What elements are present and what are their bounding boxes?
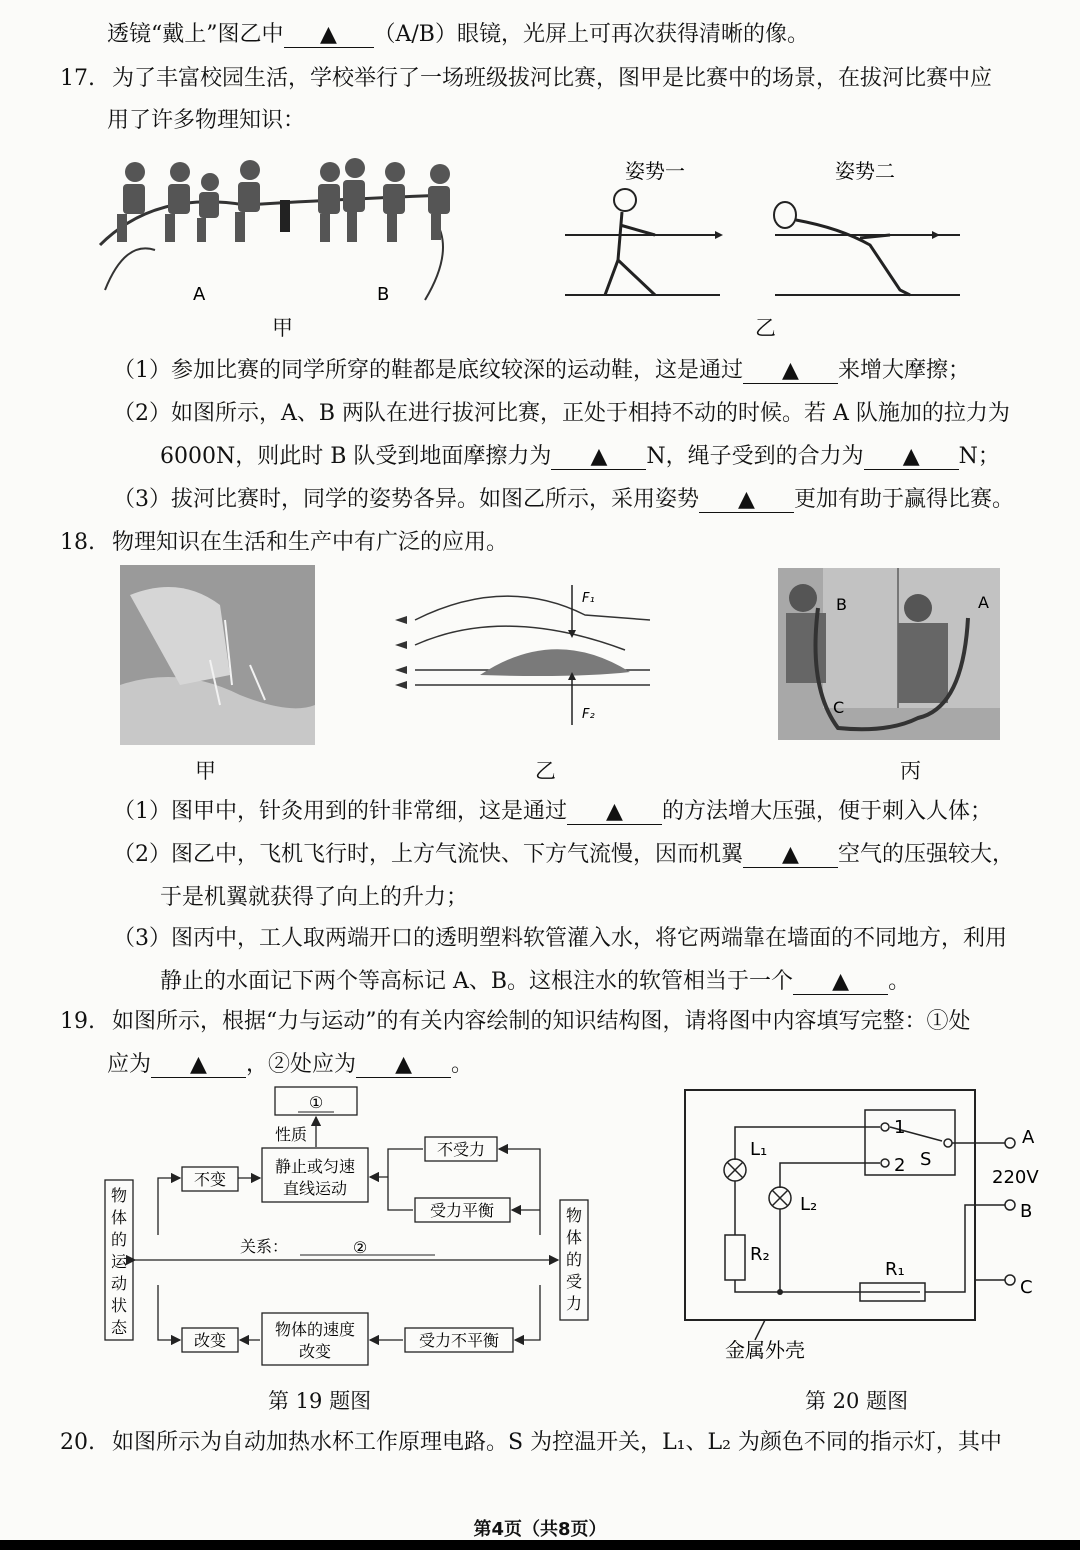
hose-c-label: C: [833, 698, 845, 717]
q17-stem2: 用了许多物理知识：: [107, 108, 306, 133]
q17-part2b: [160, 442, 1000, 472]
q17-part2a: （2）如图所示，A、B 两队在进行拔河比赛，正处于相持不动的时候。若 A 队施加的拉力为: [113, 401, 1010, 426]
q18-p1-blank[interactable]: ▲: [567, 800, 662, 825]
pose1-label: 姿势一: [625, 159, 685, 183]
wing-airflow-figure: [385, 580, 685, 730]
vertical-char: 态: [110, 1318, 128, 1337]
q18-part1: [113, 797, 992, 827]
label-relation: 关系：: [240, 1237, 289, 1256]
switch-box: [865, 1110, 955, 1175]
box-static-line2: 直线运动: [282, 1179, 348, 1198]
caption-yi-18: 乙: [535, 759, 556, 783]
switch-pos2: 2: [894, 1155, 906, 1176]
vertical-char: 体: [565, 1228, 583, 1247]
box-changed-text: 改变: [193, 1331, 227, 1350]
q17-part3: [113, 485, 1014, 515]
pose2-label: 姿势二: [835, 159, 895, 183]
vertical-char: 运: [110, 1252, 128, 1271]
team-b-label: B: [377, 284, 390, 305]
q17-p1-text: （1）参加比赛的同学所穿的鞋都是底纹较深的运动鞋，这是通过: [113, 358, 743, 383]
q17-part1: [113, 356, 970, 386]
q18-p2-blank[interactable]: ▲: [743, 843, 838, 868]
q20-stem-text: 如图所示为自动加热水杯工作原理电路。S 为控温开关，L₁、L₂ 为颜色不同的指示灯，其中: [112, 1430, 1002, 1455]
q17-number: 17.: [60, 66, 95, 91]
q20-stem: [60, 1428, 1002, 1458]
force-f1-label: F₁: [582, 591, 595, 606]
force-motion-diagram: [100, 1085, 600, 1375]
caption-q19: 第 19 题图: [268, 1389, 372, 1413]
lamp-l2-label: L₂: [800, 1194, 818, 1215]
vertical-char: 体: [110, 1208, 128, 1227]
pose-figure: [560, 150, 980, 310]
q18-part3b: [160, 967, 910, 997]
q17-p3-blank[interactable]: ▲: [699, 488, 794, 513]
q17-p2-blank2[interactable]: ▲: [864, 445, 959, 470]
q18-p1-text: （1）图甲中，针灸用到的针非常细，这是通过: [113, 799, 567, 824]
force-f2-label: F₂: [582, 707, 595, 722]
vertical-char: 的: [565, 1250, 583, 1269]
box-balanced-text: 受力平衡: [429, 1201, 495, 1220]
q17-stem1: [60, 64, 992, 94]
q19-stem-text: 如图所示，根据“力与运动”的有关内容绘制的知识结构图，请将图中内容填写完整：①处: [112, 1009, 971, 1034]
caption-jia-17: 甲: [272, 316, 293, 340]
terminal-c-label: C: [1020, 1277, 1033, 1298]
metal-shell-label: 金属外壳: [725, 1338, 805, 1362]
mark-b-label: B: [836, 595, 847, 614]
q18-part2: [113, 840, 1014, 870]
terminal-a-label: A: [1022, 1127, 1035, 1148]
caption-yi-17: 乙: [755, 316, 776, 340]
q16-text-post: （A/B）眼镜，光屏上可再次获得清晰的像。: [373, 22, 809, 47]
q19-stem2-pre: 应为: [107, 1052, 152, 1077]
resistor-r2: [725, 1235, 745, 1280]
q17-p2-blank1[interactable]: ▲: [551, 445, 646, 470]
page-footer: 第4页（共8页）: [473, 1519, 607, 1540]
q16-text: 透镜“戴上”图乙中: [107, 22, 284, 47]
vertical-char: 力: [565, 1294, 583, 1313]
caption-q20: 第 20 题图: [805, 1389, 909, 1413]
resistor-r1-label: R₁: [885, 1259, 905, 1280]
q17-stem-text: 为了丰富校园生活，学校举行了一场班级拔河比赛，图甲是比赛中的场景，在拔河比赛中应: [112, 66, 993, 91]
q17-p2-mid: N，绳子受到的合力为: [646, 444, 864, 469]
q19-blank1[interactable]: ▲: [151, 1053, 246, 1078]
q18-p3-text: 静止的水面记下两个等高标记 A、B。这根注水的软管相当于一个: [160, 969, 794, 994]
q17-p1-post: 来增大摩擦；: [838, 358, 971, 383]
q18-part3a: （3）图丙中，工人取两端开口的透明塑料软管灌入水，将它两端靠在墙面的不同地方，利用: [113, 926, 1008, 951]
box-unbalanced-text: 受力不平衡: [418, 1331, 500, 1350]
switch-s-label: S: [920, 1149, 932, 1170]
water-level-hose-photo: [778, 568, 1000, 740]
caption-bing-18: 丙: [900, 759, 921, 783]
q17-p2-post: N；: [958, 444, 1000, 469]
q18-part2b: 于是机翼就获得了向上的升力；: [160, 885, 469, 910]
acupuncture-photo: [120, 565, 315, 745]
q17-p3-text: （3）拔河比赛时，同学的姿势各异。如图乙所示，采用姿势: [113, 487, 699, 512]
lamp-l1-label: L₁: [750, 1139, 768, 1160]
q18-p3-blank[interactable]: ▲: [793, 970, 888, 995]
q16-blank[interactable]: ▲: [284, 23, 374, 48]
box-speed-line2: 改变: [298, 1342, 332, 1361]
q18-p1-post: 的方法增大压强，便于刺入人体；: [662, 799, 993, 824]
q17-p1-blank[interactable]: ▲: [743, 359, 838, 384]
q18-p2-text: （2）图乙中，飞机飞行时，上方气流快、下方气流慢，因而机翼: [113, 842, 743, 867]
q18-number: 18.: [60, 530, 95, 555]
relation-circle2: ②: [352, 1238, 368, 1257]
vertical-char: 物: [565, 1206, 583, 1225]
q19-blank2[interactable]: ▲: [356, 1053, 451, 1078]
q19-stem2-mid: ，②处应为: [246, 1052, 357, 1077]
q20-number: 20.: [60, 1430, 95, 1455]
q18-p2-post: 空气的压强较大，: [838, 842, 1015, 867]
q17-p3-post: 更加有助于赢得比赛。: [794, 487, 1015, 512]
q19-stem2-post: 。: [451, 1052, 474, 1077]
vertical-char: 的: [110, 1230, 128, 1249]
box-unchanged-text: 不变: [193, 1170, 227, 1189]
label-xingzhi: 性质: [275, 1125, 308, 1144]
metal-shell-outline: [685, 1090, 975, 1320]
vertical-char: 受: [565, 1272, 583, 1291]
q17-p2-text: 6000N，则此时 B 队受到地面摩擦力为: [160, 444, 552, 469]
voltage-label: 220V: [992, 1167, 1039, 1188]
resistor-r2-label: R₂: [750, 1244, 770, 1265]
tug-of-war-figure: [95, 150, 475, 310]
q18-p3-post: 。: [888, 969, 911, 994]
caption-jia-18: 甲: [195, 759, 216, 783]
circuit-diagram: [680, 1085, 1050, 1365]
box-circle1-text: ①: [308, 1093, 324, 1112]
q18-stem-text: 物理知识在生活和生产中有广泛的应用。: [112, 530, 509, 555]
vertical-char: 物: [110, 1186, 128, 1205]
page-bottom-edge: [0, 1540, 1080, 1550]
q19-stem1: [60, 1007, 971, 1037]
team-a-label: A: [193, 284, 206, 305]
q19-number: 19.: [60, 1009, 95, 1034]
terminal-b-label: B: [1020, 1201, 1033, 1222]
q19-stem2: [107, 1050, 473, 1080]
vertical-char: 动: [110, 1274, 128, 1293]
switch-pos1: 1: [894, 1117, 906, 1138]
mark-a-label: A: [978, 593, 989, 612]
q18-stem: [60, 528, 508, 558]
box-no-force-text: 不受力: [436, 1140, 486, 1159]
box-static-line1: 静止或匀速: [274, 1157, 356, 1176]
box-speed-line1: 物体的速度: [274, 1320, 356, 1339]
q16-tail-line: [107, 20, 809, 50]
vertical-char: 状: [110, 1296, 128, 1315]
